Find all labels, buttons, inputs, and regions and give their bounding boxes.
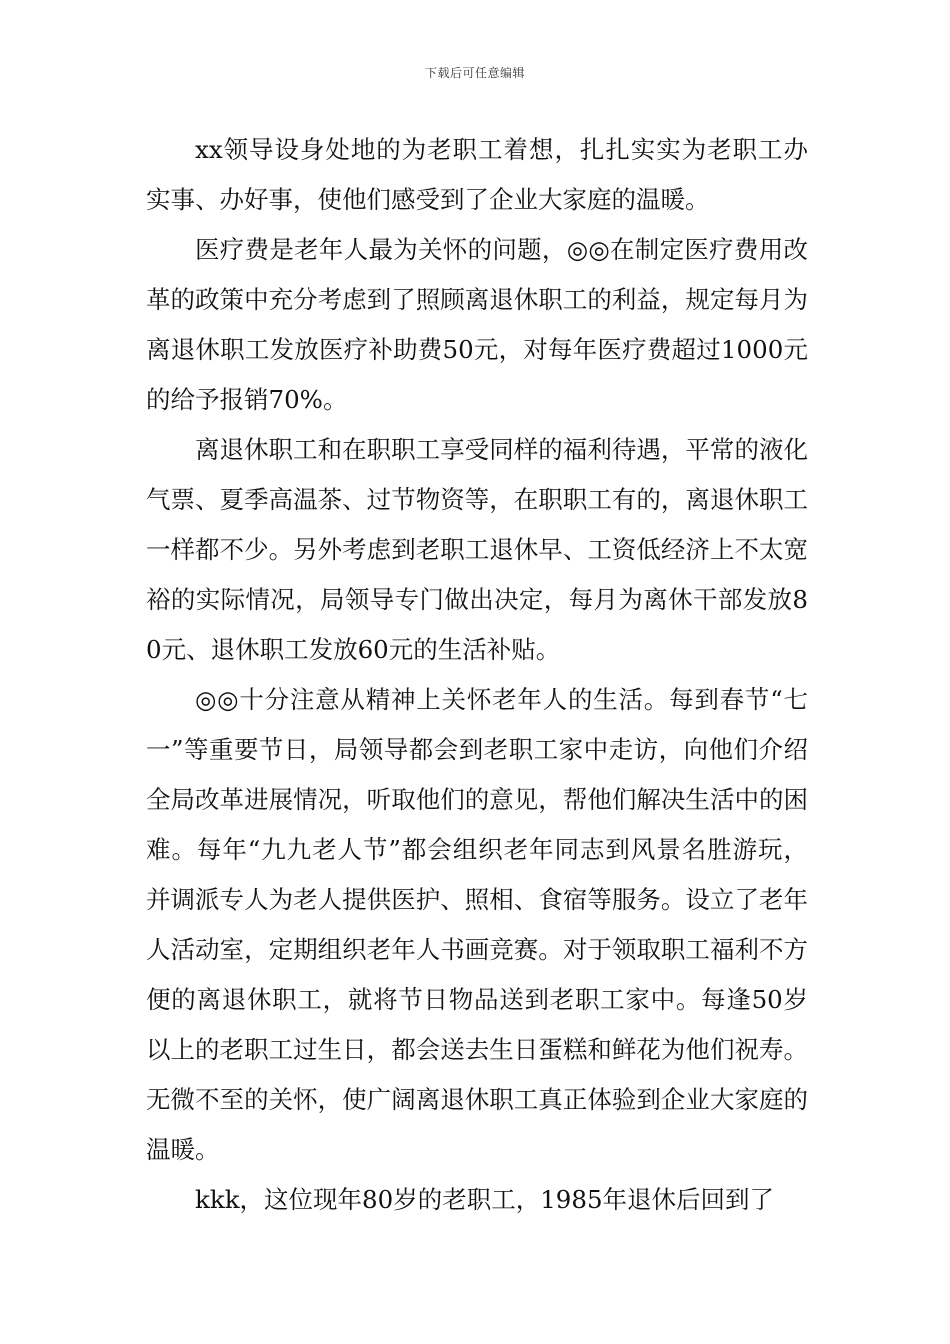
paragraph-5: kkk，这位现年80岁的老职工，1985年退休后回到了: [195, 1185, 775, 1214]
paragraph-3: 离退休职工和在职职工享受同样的福利待遇，平常的液化气票、夏季高温茶、过节物资等，在职职工有的，离退休职工一样都不少。另外考虑到老职工退休早、工资低经济上不太宽裕的实际情况，局领导专门做出决定，每月为离休干部发放80元、退休职工发放60元的生活补贴。: [146, 435, 808, 664]
document-body: [146, 125, 808, 1225]
paragraph-1: xx领导设身处地的为老职工着想，扎扎实实为老职工办实事、办好事，使他们感受到了企业大家庭的温暖。: [146, 135, 808, 214]
paragraph-4: ◎◎十分注意从精神上关怀老年人的生活。每到春节“七一”等重要节日，局领导都会到老职工家中走访，向他们介绍全局改革进展情况，听取他们的意见，帮他们解决生活中的困难。每年“九九老人节”都会组织老年同志到风景名胜游玩，并调派专人为老人提供医护、照相、食宿等服务。设立了老年人活动室，定期组织老年人书画竞赛。对于领取职工福利不方便的离退休职工，就将节日物品送到老职工家中。每逢50岁以上的老职工过生日，都会送去生日蛋糕和鲜花为他们祝寿。无微不至的关怀，使广阔离退休职工真正体验到企业大家庭的温暖。: [146, 685, 808, 1164]
header-note: 下载后可任意编辑: [424, 66, 525, 80]
paragraph-2: 医疗费是老年人最为关怀的问题，◎◎在制定医疗费用改革的政策中充分考虑到了照顾离退休职工的利益，规定每月为离退休职工发放医疗补助费50元，对每年医疗费超过1000元的给予报销70%。: [146, 235, 808, 414]
